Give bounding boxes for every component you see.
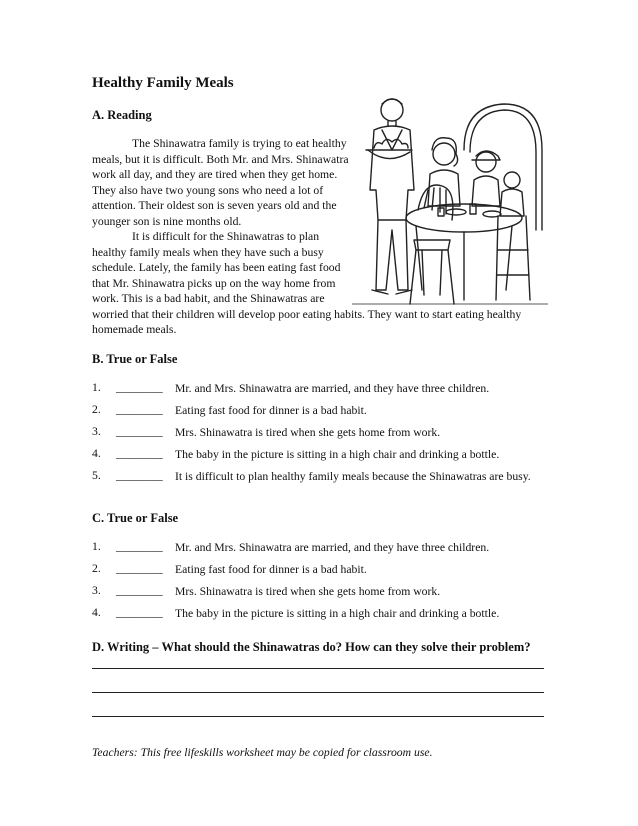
section-b-item [92, 469, 552, 503]
item-number: 3. [92, 425, 101, 438]
teacher-note: Teachers: This free lifeskills worksheet may be copied for classroom use. [92, 746, 433, 759]
answer-blank[interactable]: ________ [116, 562, 163, 575]
reading-paragraph-2-wide: Shinawatras are worried that their children will develop poor eating habits. They want to start eating healthy homemade meals. [92, 292, 522, 336]
section-d-heading: D. Writing – What should the Shinawatras do? How can they solve their problem? [92, 640, 531, 654]
answer-blank[interactable]: ________ [116, 403, 163, 416]
item-statement: It is difficult to plan healthy family meals because the Shinawatras are busy. [175, 470, 531, 483]
answer-blank[interactable]: ________ [116, 469, 163, 482]
item-statement: Eating fast food for dinner is a bad habit. [175, 404, 367, 417]
item-number: 4. [92, 606, 101, 619]
page-title: Healthy Family Meals [92, 75, 234, 91]
section-b-item [92, 381, 552, 403]
section-c-item [92, 584, 552, 606]
answer-blank[interactable]: ________ [116, 540, 163, 553]
section-b-heading: B. True or False [92, 352, 178, 366]
section-b-questions [92, 381, 552, 503]
item-number: 2. [92, 403, 101, 416]
answer-blank[interactable]: ________ [116, 584, 163, 597]
item-number: 1. [92, 381, 101, 394]
item-statement: Mr. and Mrs. Shinawatra are married, and they have three children. [175, 382, 490, 395]
section-c-item [92, 606, 552, 628]
section-a-heading: A. Reading [92, 108, 152, 122]
item-statement: Mr. and Mrs. Shinawatra are married, and they have three children. [175, 541, 490, 554]
section-c-item [92, 540, 552, 562]
item-number: 1. [92, 540, 101, 553]
section-b-item [92, 425, 552, 447]
answer-blank[interactable]: ________ [116, 606, 163, 619]
reading-paragraph-1: The Shinawatra family is trying to eat healthy meals, but it is difficult. Both Mr. and Mrs. Shinawatra work all day, and they are tired when they get home. They also have two young sons who need a lot of attention. Their oldest son is seven years old and the younger son is nine months old. [92, 137, 349, 228]
answer-blank[interactable]: ________ [116, 447, 163, 460]
answer-blank[interactable]: ________ [116, 425, 163, 438]
item-statement: Mrs. Shinawatra is tired when she gets home from work. [175, 585, 441, 598]
section-c-heading: C. True or False [92, 511, 179, 525]
section-b-item [92, 447, 552, 469]
section-b-item [92, 403, 552, 425]
section-c-item [92, 562, 552, 584]
reading-paragraph-2 [92, 229, 544, 338]
reading-passage [92, 136, 544, 338]
writing-line[interactable] [92, 716, 544, 717]
item-number: 5. [92, 469, 101, 482]
writing-line[interactable] [92, 668, 544, 669]
item-number: 2. [92, 562, 101, 575]
reading-paragraph-2-narrow: It is difficult for the Shinawatras to plan healthy family meals when they have such a busy schedule. Lately, the family has been eating fast food that Mr. Shinawatra picks up on the way home from work. This is a bad habit, and the [92, 230, 341, 305]
item-statement: The baby in the picture is sitting in a high chair and drinking a bottle. [175, 448, 500, 461]
item-statement: Mrs. Shinawatra is tired when she gets home from work. [175, 426, 441, 439]
writing-line[interactable] [92, 692, 544, 693]
item-number: 3. [92, 584, 101, 597]
item-number: 4. [92, 447, 101, 460]
section-c-questions [92, 540, 552, 628]
item-statement: The baby in the picture is sitting in a high chair and drinking a bottle. [175, 607, 500, 620]
answer-blank[interactable]: ________ [116, 381, 163, 394]
item-statement: Eating fast food for dinner is a bad habit. [175, 563, 367, 576]
